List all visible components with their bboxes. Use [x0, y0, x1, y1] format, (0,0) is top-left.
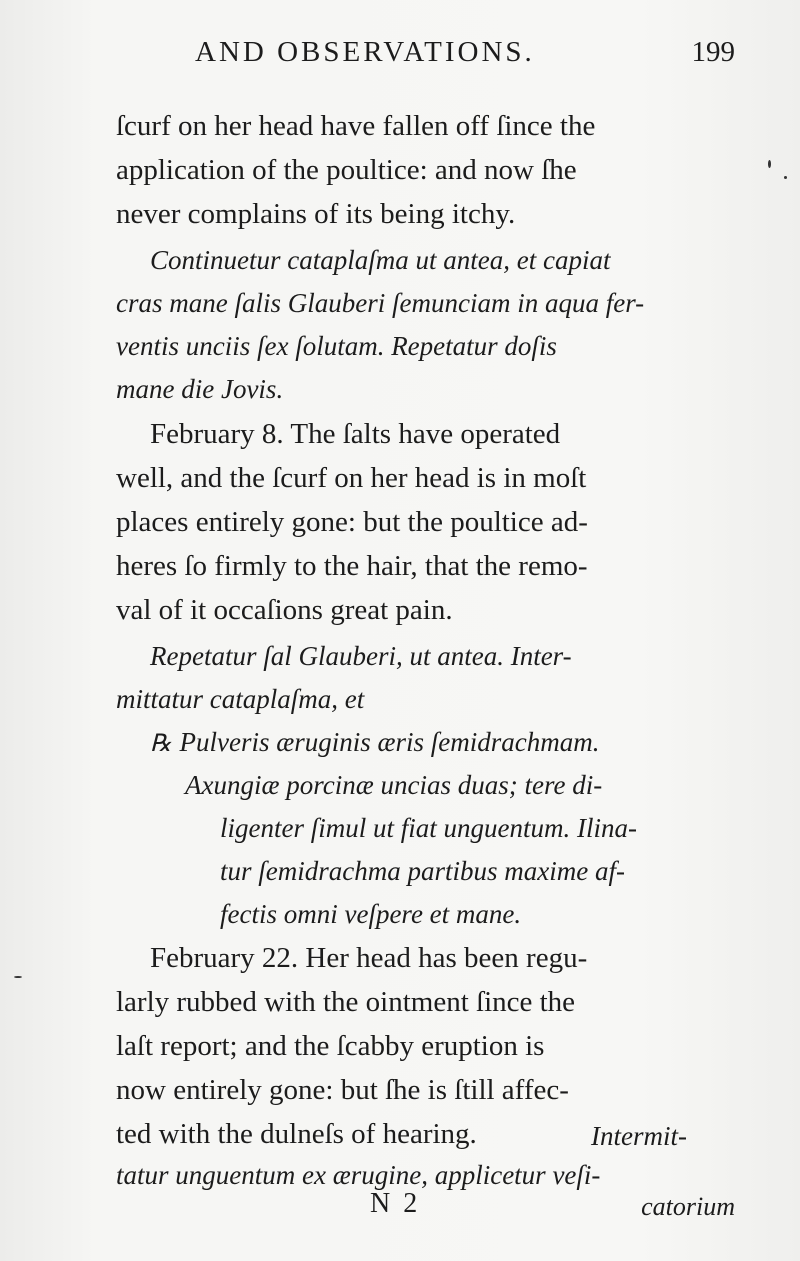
running-head: AND OBSERVATIONS. [195, 36, 535, 68]
text-line [116, 198, 515, 231]
text-line [150, 942, 587, 975]
prescription-line [116, 1160, 600, 1191]
line-text: now entirely gone: but ſhe is ſtill affec- [116, 1074, 569, 1106]
ink-speck [784, 176, 787, 179]
line-text: val of it occaſions great pain. [116, 594, 453, 626]
prescription-line [116, 374, 283, 405]
text-line [116, 986, 575, 1019]
text-line [116, 110, 722, 143]
ink-speck [768, 160, 771, 168]
line-text: tatur unguentum ex ærugine, applicetur veſi- [116, 1160, 601, 1190]
prescription-line [220, 813, 637, 844]
prescription-line [150, 245, 610, 276]
line-text: ventis unciis ſex ſolutam. Repetatur doſis [116, 331, 557, 361]
line-text: tur ſemidrachma partibus maxime af- [220, 856, 625, 886]
prescription-line [116, 331, 557, 362]
line-text: ſcurf on her head have fallen off ſince the [116, 110, 596, 142]
page-number: 199 [691, 36, 735, 68]
text-line [116, 1118, 477, 1151]
prescription-line [150, 727, 600, 758]
line-text: February 8. The ſalts have operated [150, 418, 561, 450]
text-line [116, 506, 588, 539]
ink-speck [14, 976, 22, 978]
line-text: mittatur cataplaſma, et [116, 684, 365, 714]
line-text: ligenter ſimul ut fiat unguentum. Ilina- [220, 813, 637, 843]
prescription-line [150, 641, 572, 672]
text-line [116, 462, 586, 495]
prescription-line [116, 684, 364, 715]
line-text: application of the poultice: and now ſhe [116, 154, 577, 186]
line-text: Pulveris æruginis æris ſemidrachmam. [179, 727, 600, 757]
line-text: well, and the ſcurf on her head is in moſt [116, 462, 587, 494]
prescription-line [220, 899, 521, 930]
line-text: never complains of its being itchy. [116, 198, 516, 230]
text-line [150, 418, 560, 451]
text-line [116, 154, 722, 187]
prescription-line [220, 856, 625, 887]
line-text: Repetatur ſal Glauberi, ut antea. Inter- [150, 641, 572, 671]
text-line [116, 594, 453, 627]
line-text: Continuetur cataplaſma ut antea, et capiat [150, 245, 611, 275]
catchword: catorium [641, 1192, 735, 1221]
line-text: February 22. Her head has been regu- [150, 942, 588, 974]
line-text: Intermit- [591, 1121, 687, 1151]
line-text: larly rubbed with the ointment ſince the [116, 986, 576, 1018]
page-header [195, 36, 735, 80]
line-text: places entirely gone: but the poultice ad- [116, 506, 588, 538]
text-line [116, 1030, 544, 1063]
line-text: heres ſo firmly to the hair, that the remo- [116, 550, 588, 582]
prescription-line [116, 288, 644, 319]
line-text: fectis omni veſpere et mane. [220, 899, 522, 929]
line-text: cras mane ſalis Glauberi ſemunciam in aqua fer- [116, 288, 645, 318]
line-text: Axungiæ porcinæ uncias duas; tere di- [185, 770, 603, 800]
line-text: mane die Jovis. [116, 374, 284, 404]
text-line [116, 550, 588, 583]
prescription-line [591, 1121, 687, 1152]
line-text: laſt report; and the ſcabby eruption is [116, 1030, 545, 1062]
line-text: ted with the dulneſs of hearing. [116, 1118, 477, 1150]
text-line [116, 1074, 569, 1107]
recipe-symbol: ℞ [150, 731, 172, 757]
prescription-line [185, 770, 602, 801]
signature-mark: N 2 [370, 1188, 421, 1219]
